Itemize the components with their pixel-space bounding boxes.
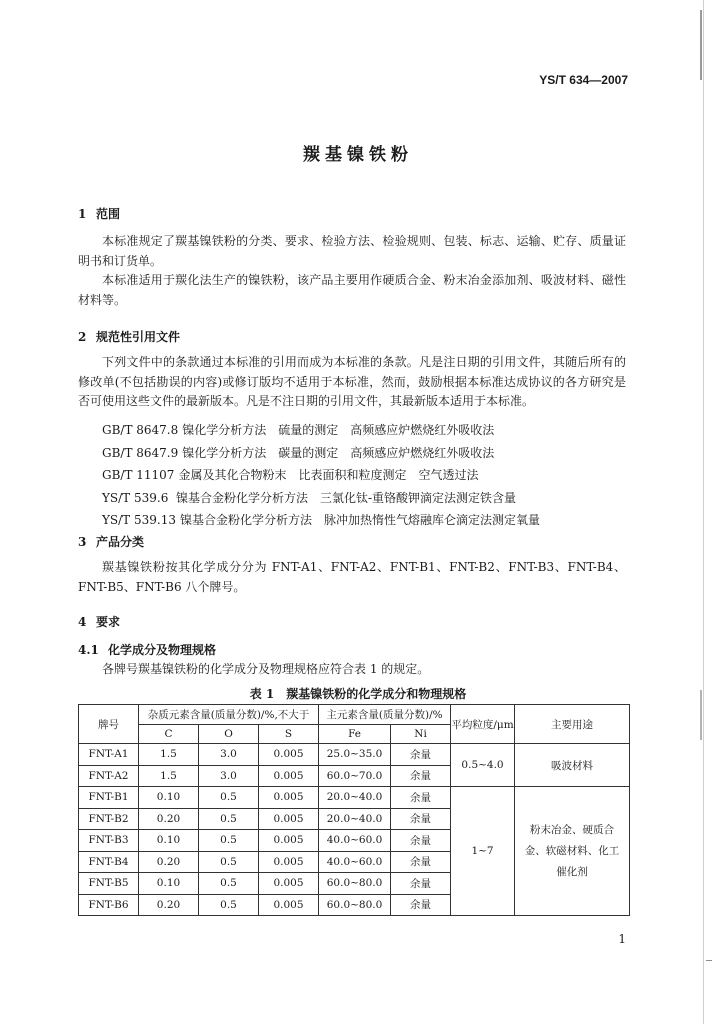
- requirements-paragraph: 各牌号羰基镍铁粉的化学成分及物理规格应符合表 1 的规定。: [102, 662, 430, 676]
- header-grade: 牌号: [79, 705, 139, 744]
- cell-grade: FNT-B2: [79, 808, 139, 830]
- cell-s: 0.005: [259, 808, 319, 830]
- section-4-heading: [78, 613, 120, 630]
- header-particle-size: 平均粒度/μm: [451, 705, 515, 744]
- header-fe: Fe: [319, 725, 391, 744]
- cell-grade: FNT-B5: [79, 873, 139, 895]
- cell-c: 0.20: [139, 808, 199, 830]
- cell-s: 0.005: [259, 830, 319, 852]
- reference-item: [102, 442, 540, 465]
- table-header-row: [79, 705, 630, 725]
- header-use: 主要用途: [515, 705, 630, 744]
- cell-o: 3.0: [199, 765, 259, 787]
- reference-item: [102, 487, 540, 510]
- cell-fe: 25.0~35.0: [319, 744, 391, 766]
- cell-grade: FNT-B4: [79, 851, 139, 873]
- cell-o: 0.5: [199, 808, 259, 830]
- cell-o: 0.5: [199, 787, 259, 809]
- page-number: 1: [618, 932, 626, 946]
- spec-table: [78, 704, 630, 916]
- reference-code: GB/T 11107: [102, 468, 175, 482]
- cell-particle-size-a: 0.5~4.0: [451, 744, 515, 787]
- section-1-heading: [78, 205, 120, 222]
- cell-fe: 60.0~80.0: [319, 873, 391, 895]
- cell-c: 0.10: [139, 830, 199, 852]
- reference-item: [102, 419, 540, 442]
- cell-s: 0.005: [259, 765, 319, 787]
- cell-ni: 余量: [391, 744, 451, 766]
- cell-fe: 60.0~70.0: [319, 765, 391, 787]
- cell-s: 0.005: [259, 744, 319, 766]
- table-row: [79, 744, 630, 766]
- cell-use-b: 粉末冶金、硬质合金、软磁材料、化工催化剂: [515, 787, 630, 916]
- cell-c: 0.20: [139, 851, 199, 873]
- section-number: 2: [78, 330, 87, 344]
- header-c: C: [139, 725, 199, 744]
- reference-title: 镍基合金粉化学分析方法 三氯化钛-重铬酸钾滴定法测定铁含量: [176, 490, 517, 505]
- cell-o: 3.0: [199, 744, 259, 766]
- subsection-number: 4.1: [78, 643, 99, 657]
- cell-o: 0.5: [199, 851, 259, 873]
- document-title: 羰基镍铁粉: [303, 145, 413, 165]
- scan-edge-mark: [700, 10, 702, 80]
- subsection-4-1-heading: [78, 641, 216, 658]
- cell-c: 0.10: [139, 873, 199, 895]
- cell-grade: FNT-B6: [79, 894, 139, 916]
- section-number: 3: [78, 535, 87, 549]
- classification-paragraph: 羰基镍铁粉按其化学成分分为 FNT-A1、FNT-A2、FNT-B1、FNT-B2、FNT-B3、FNT-B4、FNT-B5、FNT-B6 八个牌号。: [78, 560, 626, 594]
- cell-c: 1.5: [139, 765, 199, 787]
- reference-list: [102, 419, 540, 532]
- cell-grade: FNT-A1: [79, 744, 139, 766]
- table-row: [79, 787, 630, 809]
- cell-ni: 余量: [391, 830, 451, 852]
- cell-o: 0.5: [199, 873, 259, 895]
- reference-item: [102, 509, 540, 532]
- header-main-group: 主元素含量(质量分数)/%: [319, 705, 451, 725]
- section-number: 4: [78, 615, 87, 629]
- header-ni: Ni: [391, 725, 451, 744]
- reference-title: 镍化学分析方法 碳量的测定 高频感应炉燃烧红外吸收法: [182, 445, 495, 460]
- cell-s: 0.005: [259, 873, 319, 895]
- cell-grade: FNT-B1: [79, 787, 139, 809]
- reference-code: GB/T 8647.8: [102, 423, 179, 437]
- cell-ni: 余量: [391, 787, 451, 809]
- cell-ni: 余量: [391, 873, 451, 895]
- cell-fe: 20.0~40.0: [319, 787, 391, 809]
- cell-particle-size-b: 1~7: [451, 787, 515, 916]
- scan-edge-mark: [706, 960, 712, 961]
- cell-fe: 20.0~40.0: [319, 808, 391, 830]
- cell-s: 0.005: [259, 851, 319, 873]
- section-title: 规范性引用文件: [96, 330, 181, 344]
- cell-o: 0.5: [199, 894, 259, 916]
- table-caption: 表 1 羰基镍铁粉的化学成分和物理规格: [249, 687, 467, 701]
- cell-s: 0.005: [259, 894, 319, 916]
- reference-code: YS/T 539.6: [102, 490, 169, 505]
- cell-s: 0.005: [259, 787, 319, 809]
- cell-grade: FNT-A2: [79, 765, 139, 787]
- cell-grade: FNT-B3: [79, 830, 139, 852]
- reference-title: 镍化学分析方法 硫量的测定 高频感应炉燃烧红外吸收法: [182, 423, 495, 437]
- reference-item: [102, 464, 540, 487]
- reference-code: YS/T 539.13: [102, 513, 176, 527]
- header-impurity-group: 杂质元素含量(质量分数)/%,不大于: [139, 705, 319, 725]
- scope-paragraph-1: 本标准规定了羰基镍铁粉的分类、要求、检验方法、检验规则、包装、标志、运输、贮存、质量证明书和订货单。: [78, 234, 626, 268]
- section-2-heading: [78, 328, 180, 345]
- cell-fe: 40.0~60.0: [319, 830, 391, 852]
- cell-o: 0.5: [199, 830, 259, 852]
- subsection-title: 化学成分及物理规格: [108, 643, 217, 657]
- section-title: 要求: [96, 615, 121, 629]
- cell-fe: 40.0~60.0: [319, 851, 391, 873]
- header-o: O: [199, 725, 259, 744]
- scope-paragraph-2: 本标准适用于羰化法生产的镍铁粉，该产品主要用作硬质合金、粉末冶金添加剂、吸波材料、磁性材料等。: [78, 273, 626, 307]
- cell-c: 0.10: [139, 787, 199, 809]
- cell-ni: 余量: [391, 808, 451, 830]
- header-s: S: [259, 725, 319, 744]
- cell-ni: 余量: [391, 894, 451, 916]
- cell-ni: 余量: [391, 765, 451, 787]
- cell-c: 1.5: [139, 744, 199, 766]
- references-intro: 下列文件中的条款通过本标准的引用而成为本标准的条款。凡是注日期的引用文件，其随后所有的修改单(不包括勘误的内容)或修订版均不适用于本标准，然而，鼓励根据本标准达成协议的各方研究是否可使用这些文件的最新版本。凡是不注日期的引用文件，其最新版本适用于本标准。: [78, 355, 626, 408]
- section-title: 产品分类: [96, 535, 145, 549]
- section-number: 1: [78, 207, 87, 221]
- cell-ni: 余量: [391, 851, 451, 873]
- reference-title: 金属及其化合物粉末 比表面积和粒度测定 空气透过法: [178, 468, 479, 482]
- reference-title: 镍基合金粉化学分析方法 脉冲加热惰性气熔融库仑滴定法测定氧量: [180, 513, 541, 527]
- cell-c: 0.20: [139, 894, 199, 916]
- section-3-heading: [78, 533, 144, 550]
- section-title: 范围: [96, 207, 121, 221]
- cell-fe: 60.0~80.0: [319, 894, 391, 916]
- reference-code: GB/T 8647.9: [102, 445, 179, 460]
- standard-number: YS/T 634—2007: [539, 73, 628, 87]
- cell-use-a: 吸波材料: [515, 744, 630, 787]
